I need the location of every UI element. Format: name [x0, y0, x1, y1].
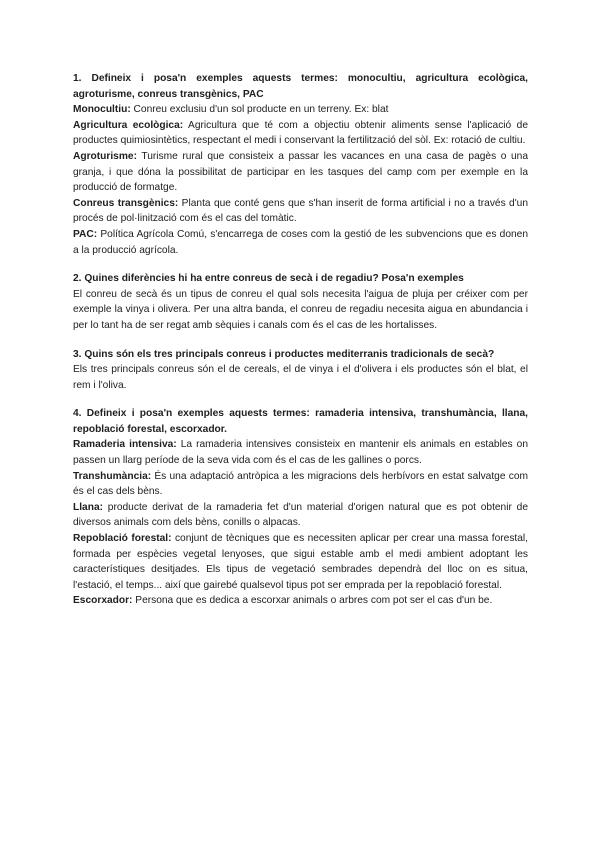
- section-4: [73, 406, 528, 609]
- definition-escorxador: [73, 593, 528, 609]
- definition-repoblacio-forestal: [73, 531, 528, 593]
- question-1: 1. Defineix i posa'n exemples aquests termes: monocultiu, agricultura ecològica, agroturisme, conreus transgènics, PAC: [73, 73, 528, 100]
- section-1: [73, 71, 528, 258]
- definition-llana: [73, 500, 528, 531]
- answer-3: Els tres principals conreus són el de cereals, el de vinya i el d'olivera i els productes són el blat, el rem i l'oliva.: [73, 364, 528, 391]
- document-body: [73, 71, 528, 622]
- section-3: [73, 347, 528, 394]
- question-2: 2. Quines diferències hi ha entre conreus de secà i de regadiu? Posa'n exemples: [73, 273, 464, 285]
- term-text: Agricultura que té com a objectiu obtenir aliments sense l'aplicació de productes quimiosintètics, respectant el medi i conservant la fertilització del sòl. Ex: rotació de cultiu.: [73, 119, 528, 147]
- question-3: 3. Quins són els tres principals conreus i productes mediterranis tradicionals de secà?: [73, 348, 495, 360]
- question-4: 4. Defineix i posa'n exemples aquests termes: ramaderia intensiva, transhumància, llana, repoblació forestal, escorxador.: [73, 408, 528, 435]
- term-label: Ramaderia intensiva:: [73, 439, 177, 451]
- definition-ramaderia-intensiva: [73, 437, 528, 468]
- definition-monocultiu: [73, 102, 528, 118]
- term-text: producte derivat de la ramaderia fet d'un material d'origen natural que es pot obtenir de diversos animals com dels bèns, conills o alpacas.: [73, 501, 528, 529]
- term-text: Persona que es dedica a escorxar animals o arbres com pot ser el cas d'un be.: [132, 595, 493, 607]
- term-label: Repoblació forestal:: [73, 533, 172, 545]
- term-text: conjunt de tècniques que es necessiten aplicar per crear una massa forestal, formada per espècies vegetal lenyoses, que sigui estable amb el medi ambient adoptant les característiques desitjades. Els tipus de vegetació sembrades dependrà del lloc on es situa, l'estació, el temps... així que gairebé qualsevol tipus pot ser emprada per la repoblació forestal.: [73, 533, 529, 591]
- term-text: Turisme rural que consisteix a passar les vacances en una casa de pagès o una granja, i que dóna la possibilitat de participar en les tasques del camp com per exemple en la producció de formatge.: [73, 150, 528, 194]
- term-text: És una adaptació antròpica a les migracions dels herbívors en estat salvatge com és el cas dels bèns.: [73, 470, 528, 498]
- term-label: Llana:: [73, 501, 104, 513]
- term-label: PAC:: [73, 228, 98, 240]
- term-text: Planta que conté gens que s'han inserit de forma artificial i no a través d'un procés de pol·linització com és el cas del tomàtic.: [73, 197, 528, 225]
- term-label: Escorxador:: [73, 595, 133, 607]
- term-label: Transhumància:: [73, 470, 152, 482]
- term-text: Conreu exclusiu d'un sol producte en un terreny. Ex: blat: [130, 104, 389, 116]
- definition-conreus-transgenics: [73, 196, 528, 227]
- term-text: La ramaderia intensives consisteix en mantenir els animals en estables on passen un llarg període de la seva vida com és el cas de les gallines o porcs.: [73, 439, 528, 467]
- term-label: Conreus transgènics:: [73, 197, 179, 209]
- definition-agroturisme: [73, 149, 528, 196]
- section-2: [73, 271, 528, 333]
- term-label: Agroturisme:: [73, 150, 137, 162]
- term-label: Monocultiu:: [73, 104, 131, 116]
- definition-agricultura-ecologica: [73, 118, 528, 149]
- definition-pac: [73, 227, 528, 258]
- answer-2: El conreu de secà és un tipus de conreu el qual sols necesita l'aigua de pluja per créixer com per exemple la vinya i olivera. Per una altra banda, el conreu de regadiu necesita aigua en abundancia i per lo tant ha de ser regat amb sèquies i canals com és el cas de les hortalisses.: [73, 288, 528, 331]
- definition-transhumancia: [73, 469, 528, 500]
- term-label: Agricultura ecològica:: [73, 119, 184, 131]
- term-text: Política Agrícola Comú, s'encarrega de coses com la gestió de les subvencions que es donen a la producció agrícola.: [73, 228, 528, 256]
